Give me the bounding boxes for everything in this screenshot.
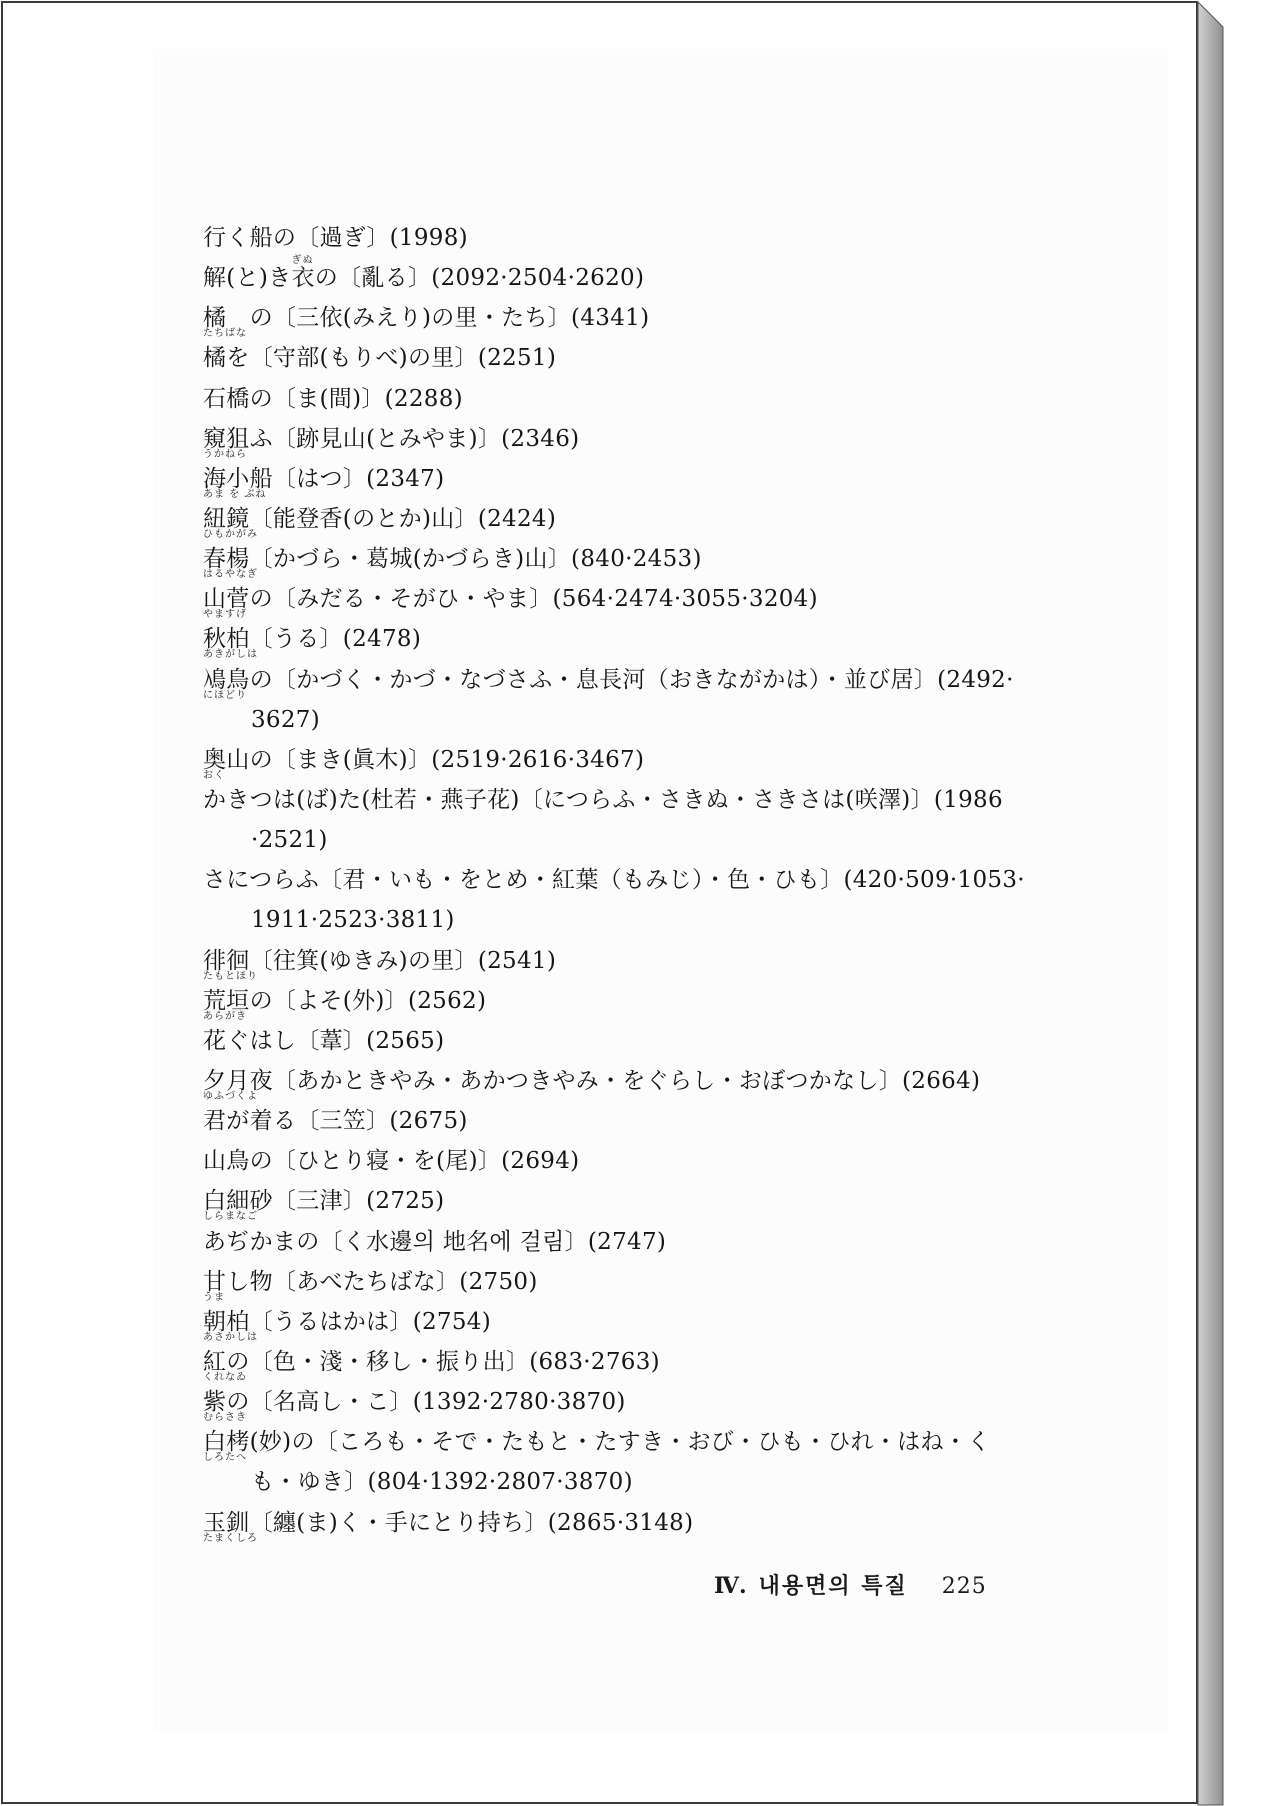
- headword-kanji: 紐鏡: [203, 505, 250, 532]
- headword: [203, 579, 250, 619]
- entry-line: [203, 338, 1103, 378]
- entry-line: [203, 218, 1103, 258]
- furigana-reading: たちばな: [203, 328, 247, 340]
- entry-line: [203, 1503, 1103, 1543]
- entry-line: [203, 1101, 1103, 1141]
- headword: [203, 298, 247, 340]
- headword-kanji: 春楊: [203, 546, 250, 573]
- furigana-reading: やますげ: [203, 609, 247, 621]
- entry-text-after-headword: の〔名高し・こ〕(1392·2780·3870): [226, 1389, 626, 1416]
- entry-text: ·2521): [251, 827, 328, 854]
- entry-text: 山鳥の〔ひとり寝・を(尾)〕(2694): [203, 1148, 580, 1175]
- entry-line: [203, 1181, 1103, 1221]
- entry-text: あぢかまの〔く水邊의 地名에 걸림〕(2747): [203, 1228, 667, 1255]
- headword-kanji: 橘: [203, 305, 227, 332]
- entry-line: [203, 740, 1103, 780]
- entry-line: [203, 619, 1103, 659]
- entry-text-after-headword: 〔纏(ま)く・手にとり持ち〕(2865·3148): [249, 1509, 694, 1536]
- headword-kanji: 白細砂: [203, 1188, 273, 1215]
- headword: [203, 419, 250, 459]
- entry-continuation-line: [203, 1462, 1103, 1502]
- headword-kanji: 山菅: [203, 586, 250, 613]
- furigana-reading: おく: [203, 769, 225, 781]
- entry-text-after-headword: の〔かづく・かづ・なづさふ・息長河（おきながかは）・並び居〕(2492·: [249, 666, 1014, 693]
- furigana-reading: ゆふづくよ: [203, 1090, 258, 1102]
- chapter-number: Ⅳ.: [714, 1573, 747, 1599]
- furigana-reading: たまくしろ: [203, 1532, 258, 1544]
- entry-text-after-headword: 〔能登香(のとか)山〕(2424): [249, 505, 557, 532]
- entry-line: [203, 1141, 1103, 1181]
- furigana-reading: あま を ぶね: [203, 488, 267, 500]
- entry-line: [203, 1021, 1103, 1061]
- entry-line: [203, 579, 1103, 619]
- headword-kanji: 白栲: [203, 1429, 250, 1456]
- entry-text: 行く船の〔過ぎ〕(1998): [203, 225, 468, 251]
- headword: [203, 619, 258, 661]
- entry-text-after-headword: の〔三依(みえり)の里・たち〕(4341): [226, 305, 650, 332]
- page-edge-shadow: [1196, 0, 1226, 1806]
- furigana-reading: ぎぬ: [291, 255, 314, 267]
- headword: [203, 981, 250, 1021]
- headword: [203, 539, 258, 581]
- headword-kanji: 甘: [203, 1268, 227, 1295]
- headword-kanji: 徘徊: [203, 947, 250, 974]
- entry-text: さにつらふ〔君・いも・をとめ・紅葉（もみじ）・色・ひも〕(420·509·1053·: [203, 867, 1025, 894]
- headword: [203, 459, 273, 499]
- furigana-reading: しらまなご: [203, 1211, 258, 1223]
- headword-kanji: 鳰鳥: [203, 666, 250, 693]
- entry-line: [203, 981, 1103, 1021]
- headword-kanji: 奥: [203, 746, 227, 773]
- headword: [291, 255, 315, 298]
- furigana-reading: はるやなぎ: [203, 569, 258, 581]
- headword: [203, 660, 250, 700]
- entry-text: 君が着る〔三笠〕(2675): [203, 1108, 468, 1135]
- entry-text-after-headword: ふ〔跡見山(とみやま)〕(2346): [249, 425, 580, 452]
- entry-text: 1911·2523·3811): [251, 907, 455, 934]
- headword: [203, 499, 258, 540]
- headword: [203, 1181, 273, 1221]
- headword-kanji: 紫: [203, 1389, 227, 1416]
- headword-kanji: 衣: [291, 265, 315, 292]
- entry-line: [203, 1262, 1103, 1302]
- entry-list: [203, 218, 1103, 1543]
- entry-line: [203, 941, 1103, 981]
- page-number: 225: [941, 1574, 987, 1599]
- entry-text-after-headword: (妙)の〔ころも・そで・たもと・たすき・おび・ひも・ひれ・はね・く: [249, 1429, 991, 1456]
- headword-kanji: 秋柏: [203, 626, 250, 653]
- headword: [203, 1503, 258, 1544]
- entry-text-after-headword: 〔あかときやみ・あかつきやみ・をぐらし・おぼつかなし〕(2664): [272, 1067, 981, 1094]
- headword: [203, 941, 258, 982]
- furigana-reading: たもとほり: [203, 970, 258, 982]
- entry-text-after-headword: 〔はつ〕(2347): [272, 465, 445, 492]
- entry-text-after-headword: の〔みだる・そがひ・やま〕(564·2474·3055·3204): [249, 586, 818, 613]
- headword-kanji: 窺狙: [203, 425, 250, 452]
- page-footer: [714, 1572, 987, 1601]
- entry-line: [203, 1382, 1103, 1422]
- entry-text-after-headword: の〔色・淺・移し・振り出〕(683·2763): [226, 1348, 660, 1375]
- entry-text-after-headword: 〔うる〕(2478): [249, 626, 422, 653]
- entry-text: も・ゆき〕(804·1392·2807·3870): [251, 1469, 633, 1496]
- headword: [203, 1422, 250, 1462]
- entry-continuation-line: [203, 820, 1103, 860]
- headword-kanji: 朝柏: [203, 1308, 250, 1335]
- furigana-reading: ひもかがみ: [203, 528, 258, 540]
- entry-line: [203, 298, 1103, 338]
- entry-line: [203, 780, 1103, 820]
- entry-line: [203, 255, 1103, 298]
- headword: [203, 1061, 273, 1101]
- entry-line: [203, 459, 1103, 499]
- headword-kanji: 荒垣: [203, 987, 250, 1014]
- entry-text-after-headword: 〔うるはかは〕(2754): [249, 1308, 491, 1335]
- entry-text: 3627): [251, 706, 321, 733]
- entry-text-after-headword: 山の〔まき(眞木)〕(2519·2616·3467): [226, 746, 645, 773]
- furigana-reading: にほどり: [203, 689, 247, 701]
- entry-text-after-headword: 〔往箕(ゆきみ)の里〕(2541): [249, 947, 557, 974]
- entry-line: [203, 1222, 1103, 1262]
- entry-text-after-headword: 〔かづら・葛城(かづらき)山〕(840·2453): [249, 546, 702, 573]
- furigana-reading: むらさき: [203, 1412, 247, 1424]
- entry-line: [203, 1302, 1103, 1342]
- entry-text: かきつは(ば)た(杜若・燕子花)〔につらふ・さきぬ・さきさは(咲澤)〕(1986: [203, 786, 1003, 813]
- entry-line: [203, 660, 1103, 700]
- headword: [203, 1262, 226, 1302]
- entry-text: 花ぐはし〔葦〕(2565): [203, 1027, 445, 1054]
- entry-line: [203, 1342, 1103, 1382]
- entry-text-before-headword: 解(と)き: [203, 265, 292, 292]
- headword-kanji: 夕月夜: [203, 1067, 273, 1094]
- entry-line: [203, 419, 1103, 459]
- entry-line: [203, 860, 1103, 900]
- furigana-reading: うま: [203, 1291, 225, 1303]
- entry-continuation-line: [203, 700, 1103, 740]
- headword: [203, 1302, 258, 1343]
- entry-text-after-headword: の〔よそ(外)〕(2562): [249, 987, 487, 1014]
- entry-line: [203, 499, 1103, 539]
- furigana-reading: あさかしは: [203, 1331, 258, 1343]
- headword: [203, 740, 226, 780]
- entry-text-after-headword: し物〔あべたちばな〕(2750): [226, 1268, 538, 1295]
- furigana-reading: あきがしは: [203, 649, 258, 661]
- headword-kanji: 玉釧: [203, 1509, 250, 1536]
- entry-line: [203, 1422, 1103, 1462]
- headword: [203, 1382, 247, 1424]
- entry-line: [203, 539, 1103, 579]
- entry-line: [203, 1061, 1103, 1101]
- entry-continuation-line: [203, 900, 1103, 940]
- entry-text: 橘を〔守部(もりべ)の里〕(2251): [203, 345, 557, 372]
- entry-line: [203, 379, 1103, 419]
- headword-kanji: 海小船: [203, 465, 273, 492]
- furigana-reading: あらがき: [203, 1010, 247, 1022]
- chapter-title: 내용면의 특질: [758, 1573, 908, 1599]
- entry-text: 石橋の〔ま(間)〕(2288): [203, 385, 463, 412]
- furigana-reading: しろたへ: [203, 1452, 247, 1464]
- entry-text-after-headword: 〔三津〕(2725): [272, 1188, 445, 1215]
- entry-text-after-headword: の〔亂る〕(2092·2504·2620): [314, 265, 645, 292]
- furigana-reading: くれなゐ: [203, 1371, 247, 1383]
- headword: [203, 1342, 247, 1383]
- furigana-reading: うかねら: [203, 448, 247, 460]
- headword-kanji: 紅: [203, 1348, 227, 1375]
